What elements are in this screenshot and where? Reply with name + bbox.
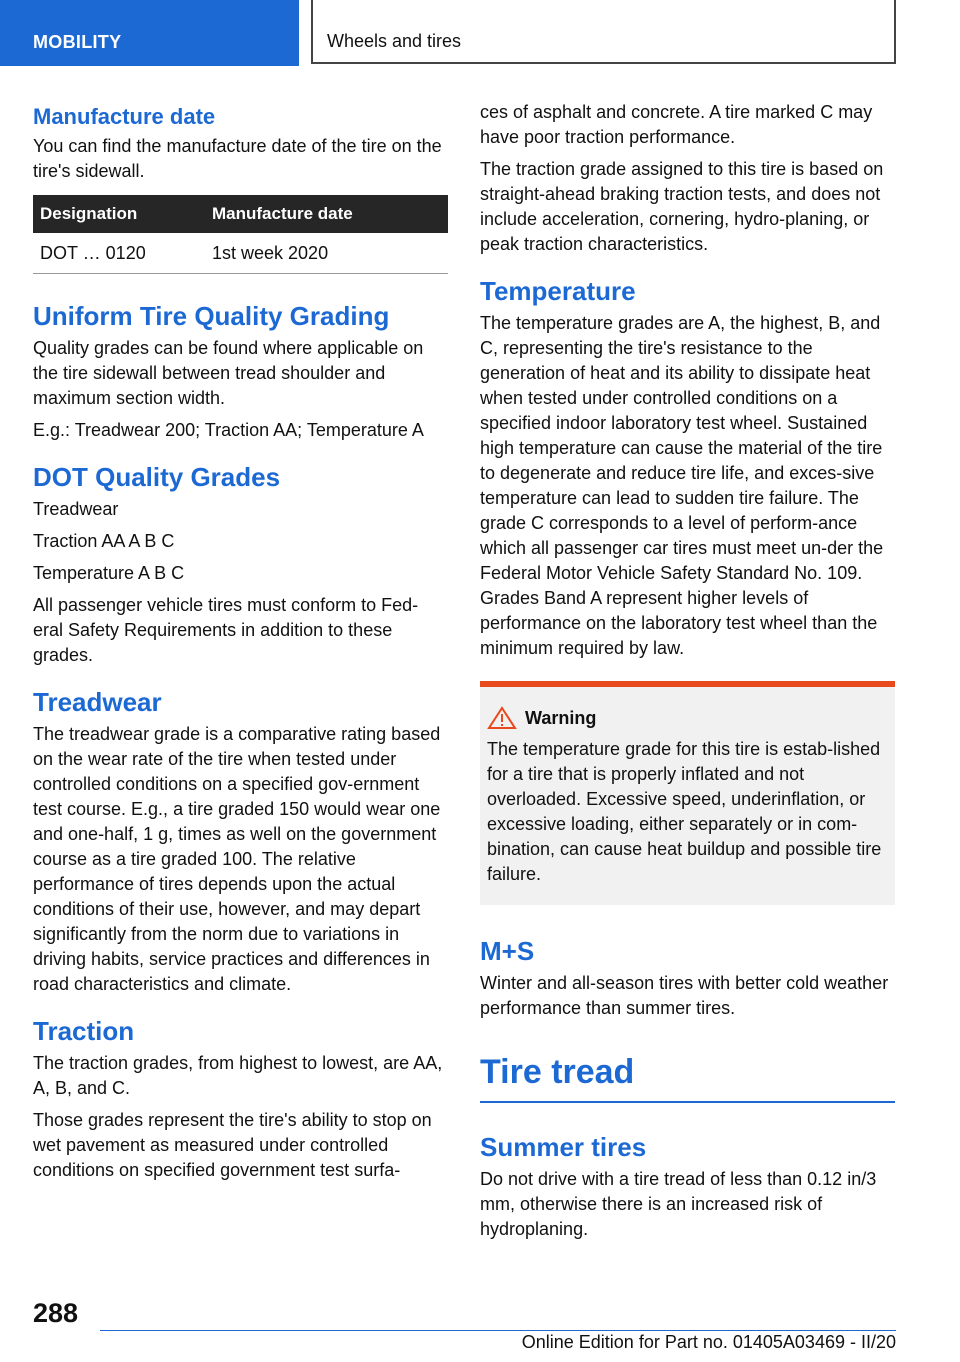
warning-box xyxy=(480,681,895,905)
treadwear-text: The treadwear grade is a comparative rating based on the wear rate of the tire when tested under controlled conditions on a specified gov‐ernment test course. E.g., a tire graded 150 would wear one and one-half, 1 g, times as well on the government course as a tire graded 100. The relative performance of tires depends upon the actual conditions of their use, however, and may depart significantly from the norm due to variations in driving habits, service practices and differences in road characteristics and climate. xyxy=(33,724,441,994)
summer-tires-text: Do not drive with a tire tread of less than 0.12 in/3 mm, otherwise there is an increased risk of hydroplaning. xyxy=(480,1169,877,1239)
table-header-row xyxy=(33,195,448,233)
warning-triangle-icon xyxy=(487,706,525,730)
section-label: MOBILITY xyxy=(0,0,299,66)
edition-note: Online Edition for Part no. 01405A03469 - II/20 xyxy=(521,1332,896,1352)
temperature-text: The temperature grades are A, the highest, B, and C, representing the tire's resistance to the generation of heat and its ability to dissipate heat when tested under controlled conditions on a specified indoor laboratory test wheel. Sustained high temperature can cause the material of the tire to degenerate and reduce tire life, and exces‐sive temperature can lead to sudden tire failure. The grade C corresponds to a level of perform‐ance which all passenger car tires must meet un‐der the Federal Motor Vehicle Safety Standard No. 109. Grades Band A represent higher levels of performance on the laboratory test wheel than the minimum required by law. xyxy=(480,313,884,658)
left-column xyxy=(33,100,448,1190)
footer-divider xyxy=(100,1330,896,1331)
traction-heading: Traction xyxy=(33,1016,135,1046)
dot-temperature: Temperature A B C xyxy=(33,563,185,583)
dot-treadwear: Treadwear xyxy=(33,499,119,519)
chapter-title: Wheels and tires xyxy=(311,0,896,64)
utqg-paragraph-2: E.g.: Treadwear 200; Traction AA; Temperature A xyxy=(33,420,424,440)
warning-text: The temperature grade for this tire is estab‐lished for a tire that is properly inflated and not overloaded. Excessive speed, underinflation, or excessive loading, either separately or in com‐bination, can cause heat buildup and possible tire failure. xyxy=(487,739,882,884)
temperature-heading: Temperature xyxy=(480,276,636,306)
ms-heading: M+S xyxy=(480,936,535,966)
dot-heading: DOT Quality Grades xyxy=(33,462,281,492)
warning-title: Warning xyxy=(525,707,597,728)
page-footer xyxy=(0,1290,960,1362)
table-header-manufacture-date: Manufacture date xyxy=(205,195,448,233)
treadwear-heading: Treadwear xyxy=(33,687,162,717)
table-header-designation: Designation xyxy=(33,195,205,233)
summer-tires-heading: Summer tires xyxy=(480,1132,647,1162)
ms-text: Winter and all-season tires with better cold weather performance than summer tires. xyxy=(480,973,889,1018)
traction-continued-1: ces of asphalt and concrete. A tire marked C may have poor traction performance. xyxy=(480,102,873,147)
dot-requirements: All passenger vehicle tires must conform to Fed‐eral Safety Requirements in addition to these grades. xyxy=(33,595,419,665)
tire-tread-heading: Tire tread xyxy=(480,1047,895,1103)
page-header xyxy=(0,0,960,66)
manufacture-date-heading: Manufacture date xyxy=(33,104,216,129)
manufacture-date-table xyxy=(33,195,448,274)
right-column xyxy=(480,100,895,1249)
utqg-paragraph-1: Quality grades can be found where applicable on the tire sidewall between tread shoulder and maximum section width. xyxy=(33,338,424,408)
page-number: 288 xyxy=(33,1298,79,1328)
traction-continued-2: The traction grade assigned to this tire is based on straight-ahead braking traction tests, and does not include acceleration, cornering, hydro‐planing, or peak traction characteristics. xyxy=(480,159,884,254)
table-row xyxy=(33,233,448,274)
traction-paragraph-1: The traction grades, from highest to lowest, are AA, A, B, and C. xyxy=(33,1053,443,1098)
table-cell-designation: DOT … 0120 xyxy=(33,233,205,274)
dot-traction: Traction AA A B C xyxy=(33,531,175,551)
manufacture-date-text: You can find the manufacture date of the tire on the tire's sidewall. xyxy=(33,136,442,181)
utqg-heading: Uniform Tire Quality Grading xyxy=(33,301,390,331)
table-cell-date: 1st week 2020 xyxy=(205,233,448,274)
warning-title-row xyxy=(487,705,887,731)
traction-paragraph-2: Those grades represent the tire's ability to stop on wet pavement as measured under controlled conditions on specified government test surfa‐ xyxy=(33,1110,432,1180)
